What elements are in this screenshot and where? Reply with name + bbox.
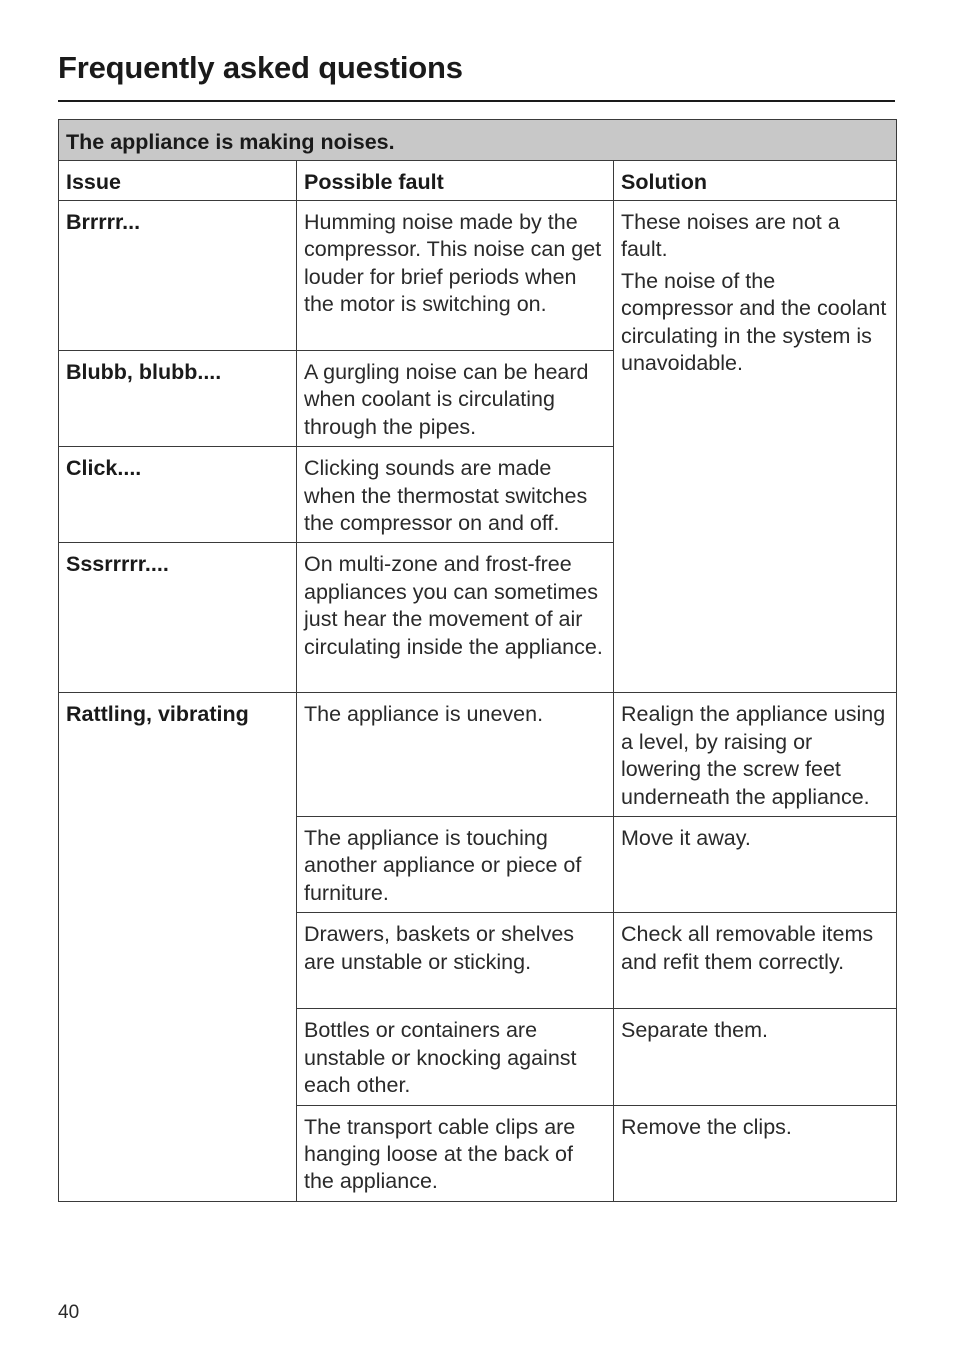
solution-text: The noise of the compressor and the coolant circulating in the system is unavoidable. — [621, 268, 887, 376]
column-header-issue: Issue — [59, 161, 297, 201]
page-title: Frequently asked questions — [58, 50, 463, 85]
fault-cell: Clicking sounds are made when the thermostat switches the compressor on and off. — [297, 447, 614, 543]
fault-cell: On multi-zone and frost-free appliances you can sometimes just hear the movement of air circulating inside the appliance. — [297, 543, 614, 693]
issue-cell: Sssrrrrr.... — [59, 543, 297, 693]
table-row — [59, 693, 897, 817]
faq-table — [58, 119, 897, 1202]
solution-cell-noises — [614, 201, 897, 693]
fault-cell: The transport cable clips are hanging loose at the back of the appliance. — [297, 1105, 614, 1201]
issue-cell: Blubb, blubb.... — [59, 351, 297, 447]
column-header-possible-fault: Possible fault — [297, 161, 614, 201]
issue-cell: Rattling, vibrating — [59, 693, 297, 1201]
table-header-row — [59, 161, 897, 201]
solution-text: These noises are not a fault. — [621, 210, 840, 262]
issue-cell: Brrrrr... — [59, 201, 297, 351]
title-divider — [58, 100, 895, 102]
fault-cell: A gurgling noise can be heard when coolant is circulating through the pipes. — [297, 351, 614, 447]
table-row — [59, 201, 897, 351]
solution-cell: Remove the clips. — [614, 1105, 897, 1201]
fault-cell: Bottles or containers are unstable or knocking against each other. — [297, 1009, 614, 1105]
fault-cell: Humming noise made by the compressor. This noise can get louder for brief periods when the motor is switching on. — [297, 201, 614, 351]
issue-cell: Click.... — [59, 447, 297, 543]
solution-cell: Realign the appliance using a level, by raising or lowering the screw feet underneath the appliance. — [614, 693, 897, 817]
table-caption: The appliance is making noises. — [59, 120, 897, 161]
solution-cell: Separate them. — [614, 1009, 897, 1105]
column-header-solution: Solution — [614, 161, 897, 201]
fault-cell: Drawers, baskets or shelves are unstable or sticking. — [297, 913, 614, 1009]
solution-cell: Check all removable items and refit them correctly. — [614, 913, 897, 1009]
table-caption-row — [59, 120, 897, 161]
page-number: 40 — [58, 1302, 80, 1323]
solution-cell: Move it away. — [614, 817, 897, 913]
fault-cell: The appliance is touching another appliance or piece of furniture. — [297, 817, 614, 913]
fault-cell: The appliance is uneven. — [297, 693, 614, 817]
